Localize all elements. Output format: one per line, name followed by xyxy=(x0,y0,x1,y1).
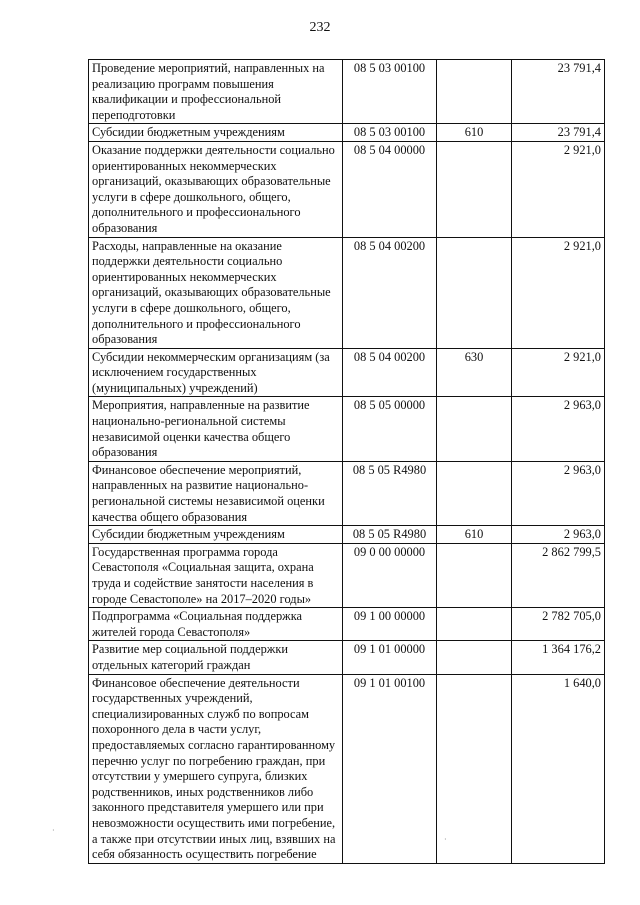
row-name: Развитие мер социальной поддержки отдельных категорий граждан xyxy=(89,641,343,674)
table-row xyxy=(89,397,605,461)
row-sum: 1 364 176,2 xyxy=(512,641,605,674)
row-code: 08 5 04 00200 xyxy=(343,348,437,397)
table-row xyxy=(89,608,605,641)
row-type: 610 xyxy=(437,124,512,142)
row-sum: 23 791,4 xyxy=(512,124,605,142)
row-type xyxy=(437,641,512,674)
row-code: 09 1 00 00000 xyxy=(343,608,437,641)
table-row xyxy=(89,526,605,544)
row-code: 09 1 01 00100 xyxy=(343,674,437,863)
row-type xyxy=(437,60,512,124)
row-name: Субсидии некоммерческим организациям (за исключением государственных (муниципальных) учреждений) xyxy=(89,348,343,397)
row-name: Расходы, направленные на оказание поддержки деятельности социально ориентированных некоммерческих организаций, оказывающих образовательные услуги в сфере дошкольного, общего, дополнительного и профессионального образования xyxy=(89,237,343,348)
row-type xyxy=(437,141,512,237)
table-row xyxy=(89,60,605,124)
row-sum: 23 791,4 xyxy=(512,60,605,124)
row-code: 08 5 05 R4980 xyxy=(343,526,437,544)
row-name: Оказание поддержки деятельности социально ориентированных некоммерческих организаций, оказывающих образовательные услуги в сфере дошкольного, общего, дополнительного и профессионального образования xyxy=(89,141,343,237)
table-row xyxy=(89,124,605,142)
row-type xyxy=(437,237,512,348)
table-row xyxy=(89,674,605,863)
table-row xyxy=(89,141,605,237)
row-code: 08 5 05 00000 xyxy=(343,397,437,461)
table-row xyxy=(89,543,605,607)
row-name: Субсидии бюджетным учреждениям xyxy=(89,526,343,544)
row-code: 08 5 04 00200 xyxy=(343,237,437,348)
row-sum: 1 640,0 xyxy=(512,674,605,863)
row-type xyxy=(437,397,512,461)
row-type xyxy=(437,608,512,641)
row-sum: 2 782 705,0 xyxy=(512,608,605,641)
page-number: 232 xyxy=(309,20,331,35)
row-sum: 2 963,0 xyxy=(512,526,605,544)
row-name: Финансовое обеспечение деятельности государственных учреждений, специализированных служб по вопросам похоронного дела в части услуг, предоставляемых согласно гарантированному перечню услуг по погребению граждан, при отсутствии у умершего супруга, близких родственников, иных родственников либо законного представителя умершего или при невозможности осуществить ими погребение, а также при отсутствии иных лиц, взявших на себя обязанность осуществить погребение xyxy=(89,674,343,863)
row-type xyxy=(437,543,512,607)
row-sum: 2 921,0 xyxy=(512,237,605,348)
table-row xyxy=(89,641,605,674)
budget-table xyxy=(88,59,605,864)
row-name: Государственная программа города Севастополя «Социальная защита, охрана труда и содействие занятости населения в городе Севастополе» на 2017–2020 годы» xyxy=(89,543,343,607)
row-sum: 2 921,0 xyxy=(512,348,605,397)
table-row xyxy=(89,237,605,348)
row-name: Проведение мероприятий, направленных на реализацию программ повышения квалификации и профессиональной переподготовки xyxy=(89,60,343,124)
row-name: Субсидии бюджетным учреждениям xyxy=(89,124,343,142)
row-code: 08 5 03 00100 xyxy=(343,60,437,124)
margin-mark: · xyxy=(52,826,55,835)
row-sum: 2 963,0 xyxy=(512,461,605,525)
row-name: Подпрограмма «Социальная поддержка жителей города Севастополя» xyxy=(89,608,343,641)
table-row xyxy=(89,461,605,525)
row-name: Финансовое обеспечение мероприятий, направленных на развитие национально-региональной системы независимой оценки качества общего образования xyxy=(89,461,343,525)
row-type xyxy=(437,674,512,863)
row-sum: 2 862 799,5 xyxy=(512,543,605,607)
table-row xyxy=(89,348,605,397)
row-type xyxy=(437,461,512,525)
row-sum: 2 963,0 xyxy=(512,397,605,461)
row-code: 08 5 04 00000 xyxy=(343,141,437,237)
row-code: 09 0 00 00000 xyxy=(343,543,437,607)
row-type: 610 xyxy=(437,526,512,544)
row-code: 08 5 03 00100 xyxy=(343,124,437,142)
row-code: 08 5 05 R4980 xyxy=(343,461,437,525)
row-code: 09 1 01 00000 xyxy=(343,641,437,674)
scan-speck: · xyxy=(444,835,447,844)
row-name: Мероприятия, направленные на развитие национально-региональной системы независимой оценки качества общего образования xyxy=(89,397,343,461)
row-type: 630 xyxy=(437,348,512,397)
row-sum: 2 921,0 xyxy=(512,141,605,237)
